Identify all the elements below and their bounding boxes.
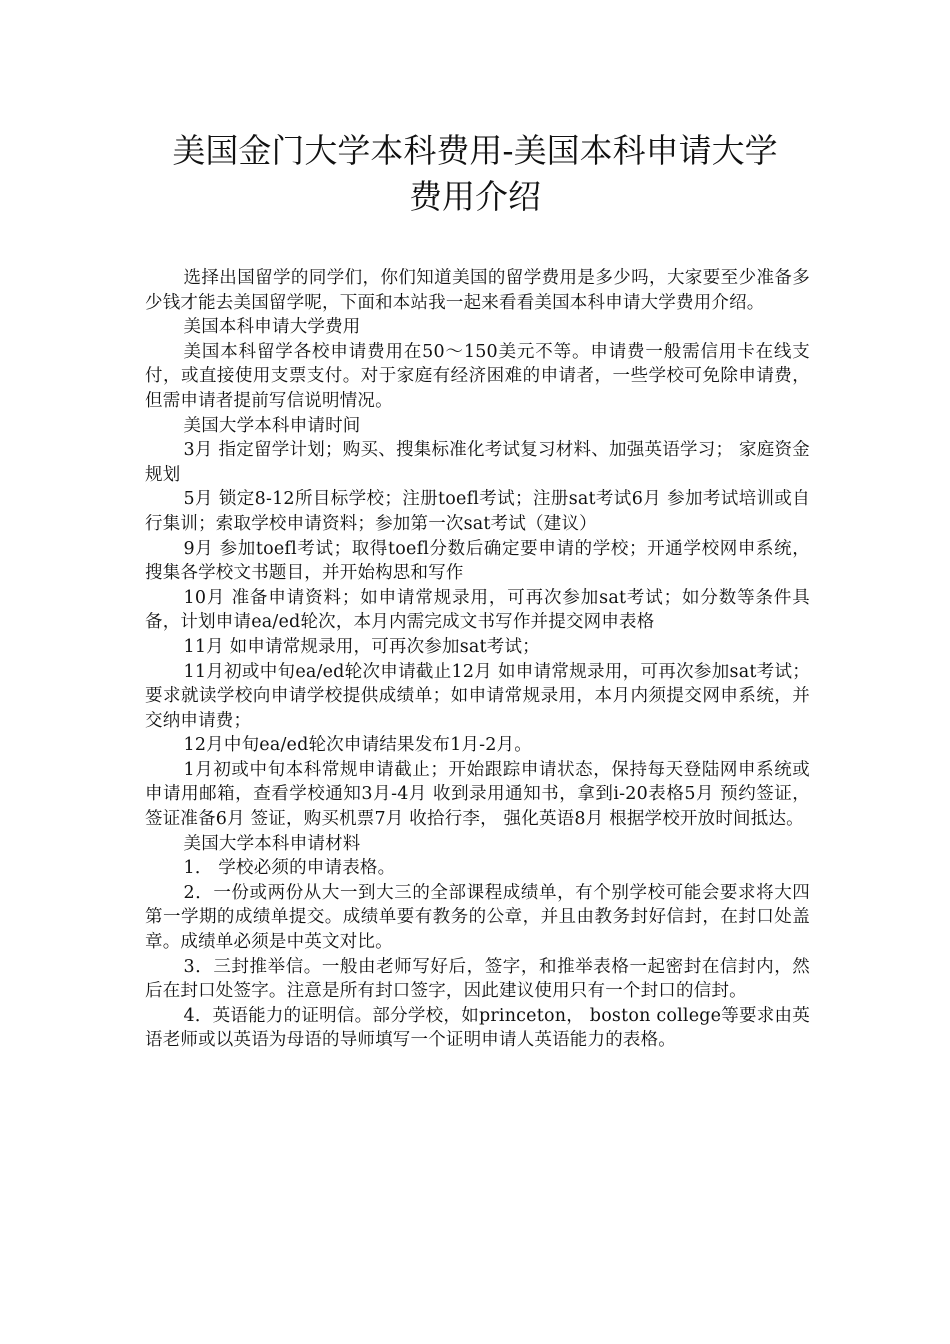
list-item-3: 3．三封推举信。一般由老师写好后，签字，和推举表格一起密封在信封内，然后在封口处签字。注意是所有封口签字，因此建议使用只有一个封口的信封。 (145, 956, 810, 1002)
paragraph-january: 1月初或中旬本科常规申请截止；开始跟踪申请状态，保持每天登陆网申系统或申请用邮箱，查看学校通知3月-4月 收到录用通知书，拿到i-20表格5月 预约签证，签证准备6月 签证，购买机票7月 收拾行李， 强化英语8月 根据学校开放时间抵达。 (145, 759, 810, 830)
paragraph-march: 3月 指定留学计划；购买、搜集标准化考试复习材料、加强英语学习； 家庭资金规划 (145, 440, 810, 485)
heading-application-fee: 美国本科申请大学费用 (183, 317, 361, 338)
list-item-1: 1． 学校必须的申请表格。 (183, 858, 396, 879)
paragraph-september: 9月 参加toefl考试；取得toefl分数后确定要申请的学校；开通学校网申系统，搜集各学校文书题目，并开始构思和写作 (145, 538, 810, 584)
heading-application-materials: 美国大学本科申请材料 (183, 833, 361, 854)
title-line-1: 美国金门大学本科费用-美国本科申请大学 (172, 131, 778, 170)
paragraph-november-mid: 11月初或中旬ea/ed轮次申请截止12月 如申请常规录用，可再次参加sat考试；要求就读学校向申请学校提供成绩单；如申请常规录用，本月内须提交网申系统，并交纳申请费； (145, 661, 810, 731)
document-title (100, 128, 850, 220)
title-line-2: 费用介绍 (409, 177, 541, 216)
paragraph-december: 12月中旬ea/ed轮次申请结果发布1月-2月。 (183, 735, 532, 756)
heading-application-time: 美国大学本科申请时间 (183, 415, 361, 436)
paragraph-intro: 选择出国留学的同学们，你们知道美国的留学费用是多少吗，大家要至少准备多少钱才能去美国留学呢，下面和本站我一起来看看美国本科申请大学费用介绍。 (145, 268, 810, 313)
paragraph-october: 10月 准备申请资料；如申请常规录用，可再次参加sat考试；如分数等条件具备，计划申请ea/ed轮次，本月内需完成文书写作并提交网申表格 (145, 587, 810, 633)
document-body (145, 266, 810, 1053)
paragraph-fee: 美国本科留学各校申请费用在50～150美元不等。申请费一般需信用卡在线支付，或直接使用支票支付。对于家庭有经济困难的申请者，一些学校可免除申请费，但需申请者提前写信说明情况。 (145, 341, 810, 411)
list-item-4: 4．英语能力的证明信。部分学校，如princeton， boston college等要求由英语老师或以英语为母语的导师填写一个证明申请人英语能力的表格。 (145, 1005, 810, 1051)
paragraph-may: 5月 锁定8-12所目标学校；注册toefl考试；注册sat考试6月 参加考试培训或自行集训；索取学校申请资料；参加第一次sat考试（建议） (145, 489, 810, 534)
list-item-2: 2．一份或两份从大一到大三的全部课程成绩单，有个别学校可能会要求将大四第一学期的成绩单提交。成绩单要有教务的公章，并且由教务封好信封，在封口处盖章。成绩单必须是中英文对比。 (145, 882, 810, 953)
paragraph-november: 11月 如申请常规录用，可再次参加sat考试； (183, 636, 540, 657)
